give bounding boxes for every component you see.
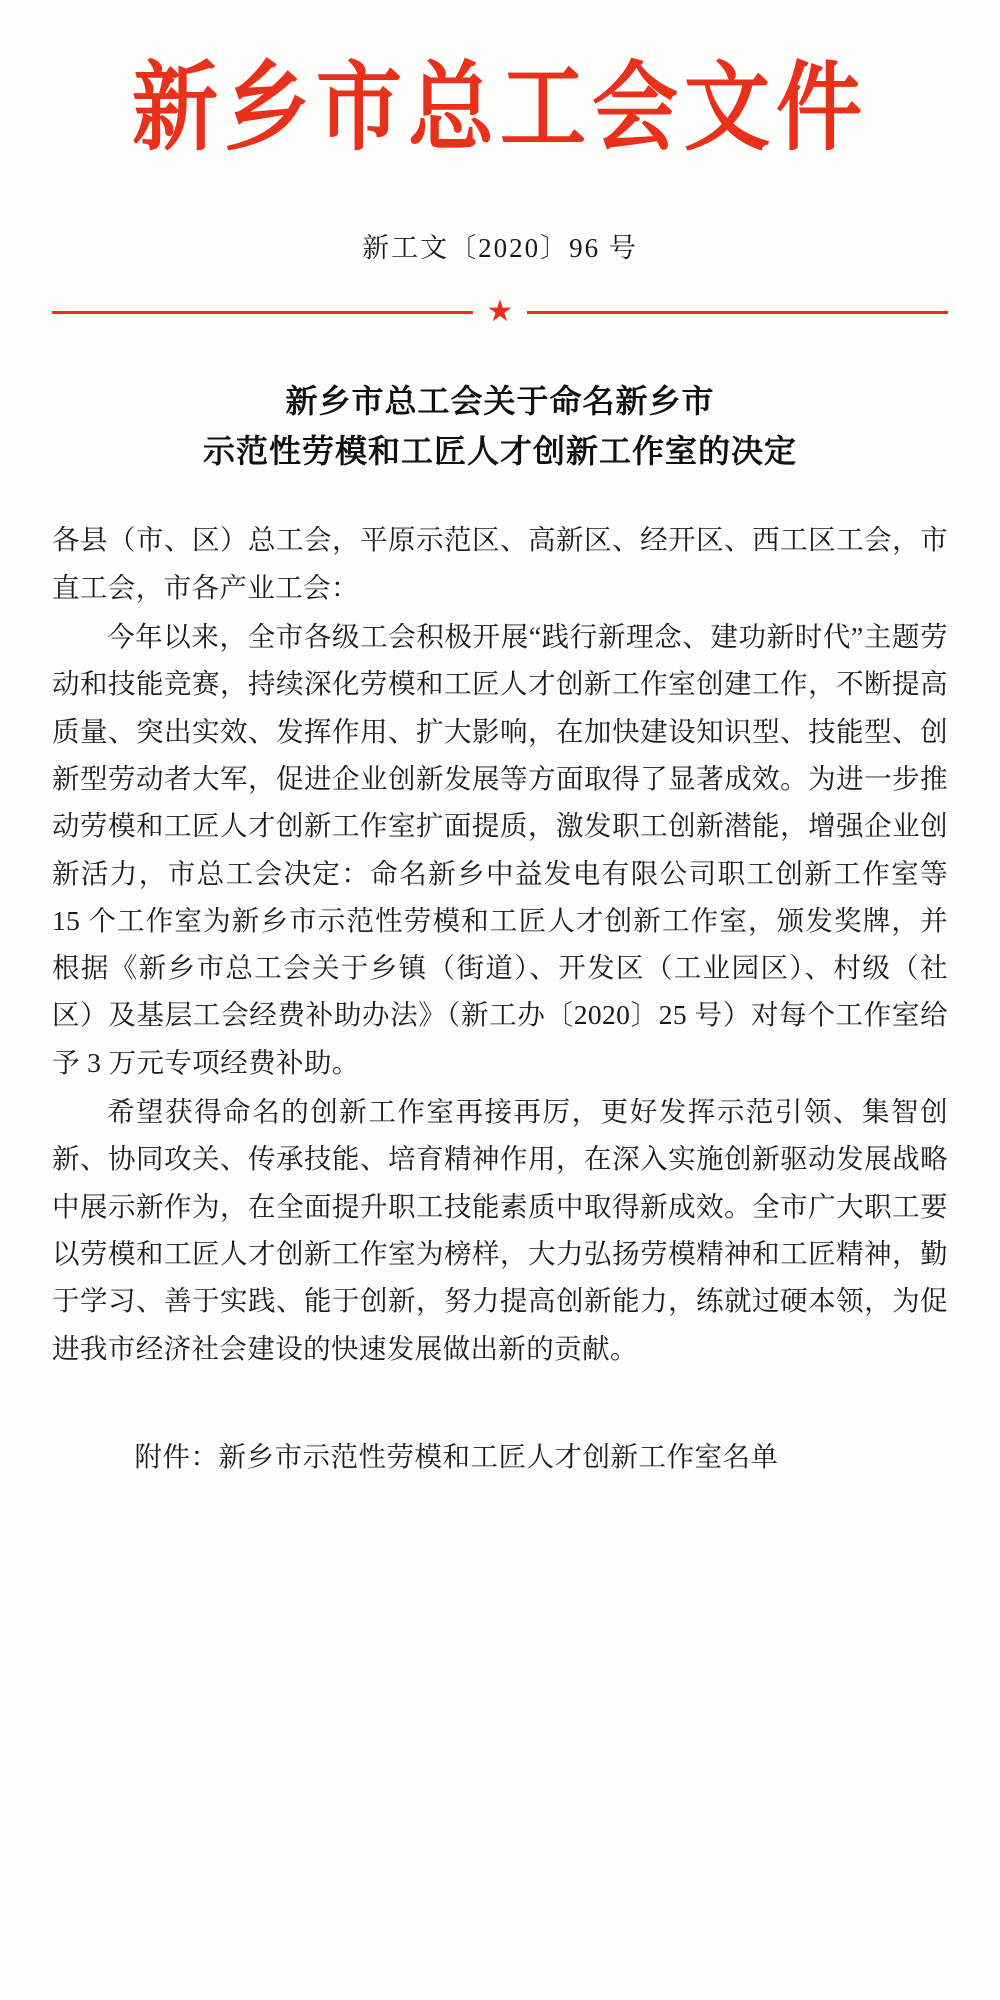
masthead-title: 新乡市总工会文件 (132, 51, 868, 165)
page-title (80, 377, 920, 476)
star-icon: ★ (473, 293, 527, 333)
body-paragraph-1: 今年以来，全市各级工会积极开展“践行新理念、建功新时代”主题劳动和技能竞赛，持续深化劳模和工匠人才创新工作室创建工作，不断提高质量、突出实效、发挥作用、扩大影响，在加快建设知识型、技能型、创新型劳动者大军，促进企业创新发展等方面取得了显著成效。为进一步推动劳模和工匠人才创新工作室扩面提质，激发职工创新潜能，增强企业创新活力，市总工会决定：命名新乡中益发电有限公司职工创新工作室等 15 个工作室为新乡市示范性劳模和工匠人才创新工作室，颁发奖牌，并根据《新乡市总工会关于乡镇（街道）、开发区（工业园区）、村级（社区）及基层工会经费补助办法》（新工办〔2020〕25 号）对每个工作室给予 3 万元专项经费补助。 (52, 621, 948, 1078)
document-number: 新工文〔2020〕96 号 (362, 233, 638, 264)
attachment-line: 附件：新乡市示范性劳模和工匠人才创新工作室名单 (134, 1440, 779, 1472)
page-title-line-1: 新乡市总工会关于命名新乡市 (285, 382, 715, 421)
red-divider (52, 295, 948, 329)
document-body (52, 516, 948, 1371)
page-title-line-2: 示范性劳模和工匠人才创新工作室的决定 (202, 431, 797, 470)
masthead (0, 0, 1000, 165)
body-paragraph-2: 希望获得命名的创新工作室再接再厉，更好发挥示范引领、集智创新、协同攻关、传承技能、培育精神作用，在深入实施创新驱动发展战略中展示新作为，在全面提升职工技能素质中取得新成效。全市广大职工要以劳模和工匠人才创新工作室为榜样，大力弘扬劳模精神和工匠精神，勤于学习、善于实践、能于创新，努力提高创新能力，练就过硬本领，为促进我市经济社会建设的快速发展做出新的贡献。 (52, 1096, 948, 1364)
salutation: 各县（市、区）总工会，平原示范区、高新区、经开区、西工区工会，市直工会，市各产业工会： (52, 524, 948, 603)
